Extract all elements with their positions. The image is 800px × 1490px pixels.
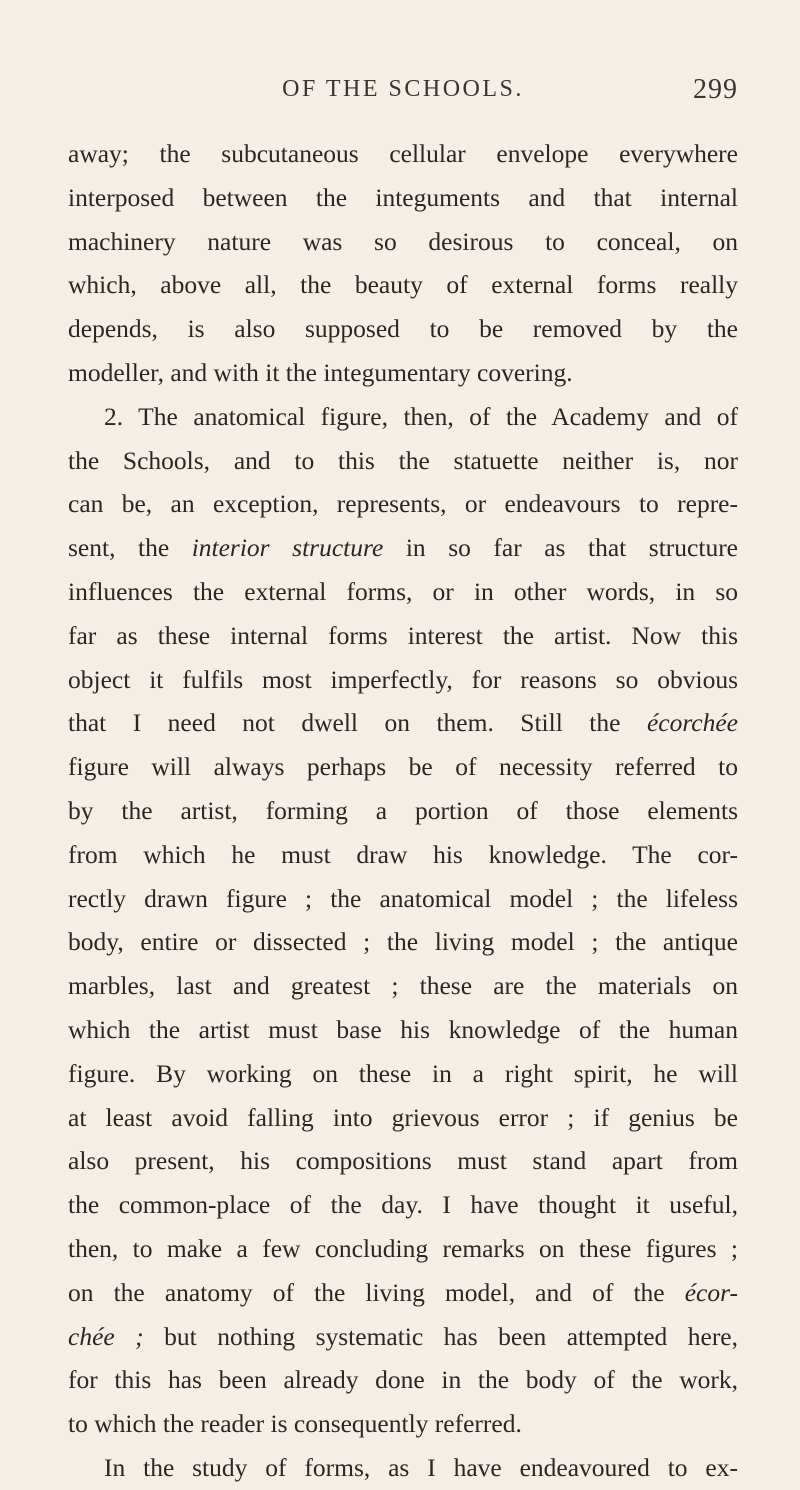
text-line: machinery nature was so desirous to conceal, on bbox=[68, 226, 738, 256]
text-line: object it fulfils most imperfectly, for reasons so obvious bbox=[68, 664, 738, 694]
text-line: body, entire or dissected ; the living model ; the antique bbox=[68, 927, 738, 957]
text-line: figure will always perhaps be of necessity referred to bbox=[68, 752, 738, 782]
text-line: sent, the interior structure in so far as that structure bbox=[68, 533, 739, 563]
paragraph-start-line: In the study of forms, as I have endeavoured to ex- bbox=[104, 1452, 738, 1482]
body-text bbox=[68, 132, 738, 1490]
text-line: at least avoid falling into grievous error ; if genius be bbox=[68, 1102, 738, 1132]
text-line: depends, is also supposed to be removed by the bbox=[68, 314, 738, 344]
text-line: away; the subcutaneous cellular envelope everywhere bbox=[68, 139, 738, 168]
running-title: OF THE SCHOOLS. bbox=[282, 76, 524, 102]
text-line: which the artist must base his knowledge of the human bbox=[68, 1014, 738, 1044]
text-line: the Schools, and to this the statuette neither is, nor bbox=[68, 445, 738, 475]
text-line: interposed between the integuments and that internal bbox=[68, 182, 738, 212]
text-line: can be, an exception, represents, or endeavours to repre- bbox=[68, 489, 738, 519]
italic-term: chée ; bbox=[68, 1321, 144, 1351]
text-line: modeller, and with it the integumentary covering. bbox=[68, 357, 573, 387]
text-line: to which the reader is consequently referred. bbox=[68, 1409, 522, 1439]
page-number: 299 bbox=[693, 74, 738, 105]
running-head bbox=[68, 76, 738, 116]
text-line: far as these internal forms interest the artist. Now this bbox=[68, 620, 738, 650]
text-line: figure. By working on these in a right spirit, he will bbox=[68, 1058, 738, 1088]
text-line: chée ; but nothing systematic has been attempted here, bbox=[68, 1321, 738, 1351]
text-line: then, to make a few concluding remarks on these figures ; bbox=[68, 1233, 738, 1263]
text-line: for this has been already done in the body of the work, bbox=[68, 1365, 738, 1395]
paragraph-start-line: 2. The anatomical figure, then, of the Academy and of bbox=[104, 401, 738, 431]
text-line: which, above all, the beauty of external forms really bbox=[68, 270, 738, 300]
text-line: by the artist, forming a portion of those elements bbox=[68, 795, 738, 825]
text-line: also present, his compositions must stand apart from bbox=[68, 1146, 738, 1176]
italic-term: écor- bbox=[684, 1277, 739, 1307]
italic-term: interior structure bbox=[191, 533, 384, 563]
text-line: rectly drawn figure ; the anatomical model ; the lifeless bbox=[68, 883, 738, 913]
text-line: influences the external forms, or in other words, in so bbox=[68, 576, 738, 606]
text-line: on the anatomy of the living model, and of the écor- bbox=[68, 1277, 739, 1307]
text-line: the common-place of the day. I have thought it useful, bbox=[68, 1190, 738, 1220]
text-line: from which he must draw his knowledge. The cor- bbox=[68, 839, 738, 869]
text-line: that I need not dwell on them. Still the écorchée bbox=[68, 708, 739, 738]
text-line: marbles, last and greatest ; these are the materials on bbox=[68, 971, 738, 1001]
italic-term: écorchée bbox=[646, 708, 739, 738]
